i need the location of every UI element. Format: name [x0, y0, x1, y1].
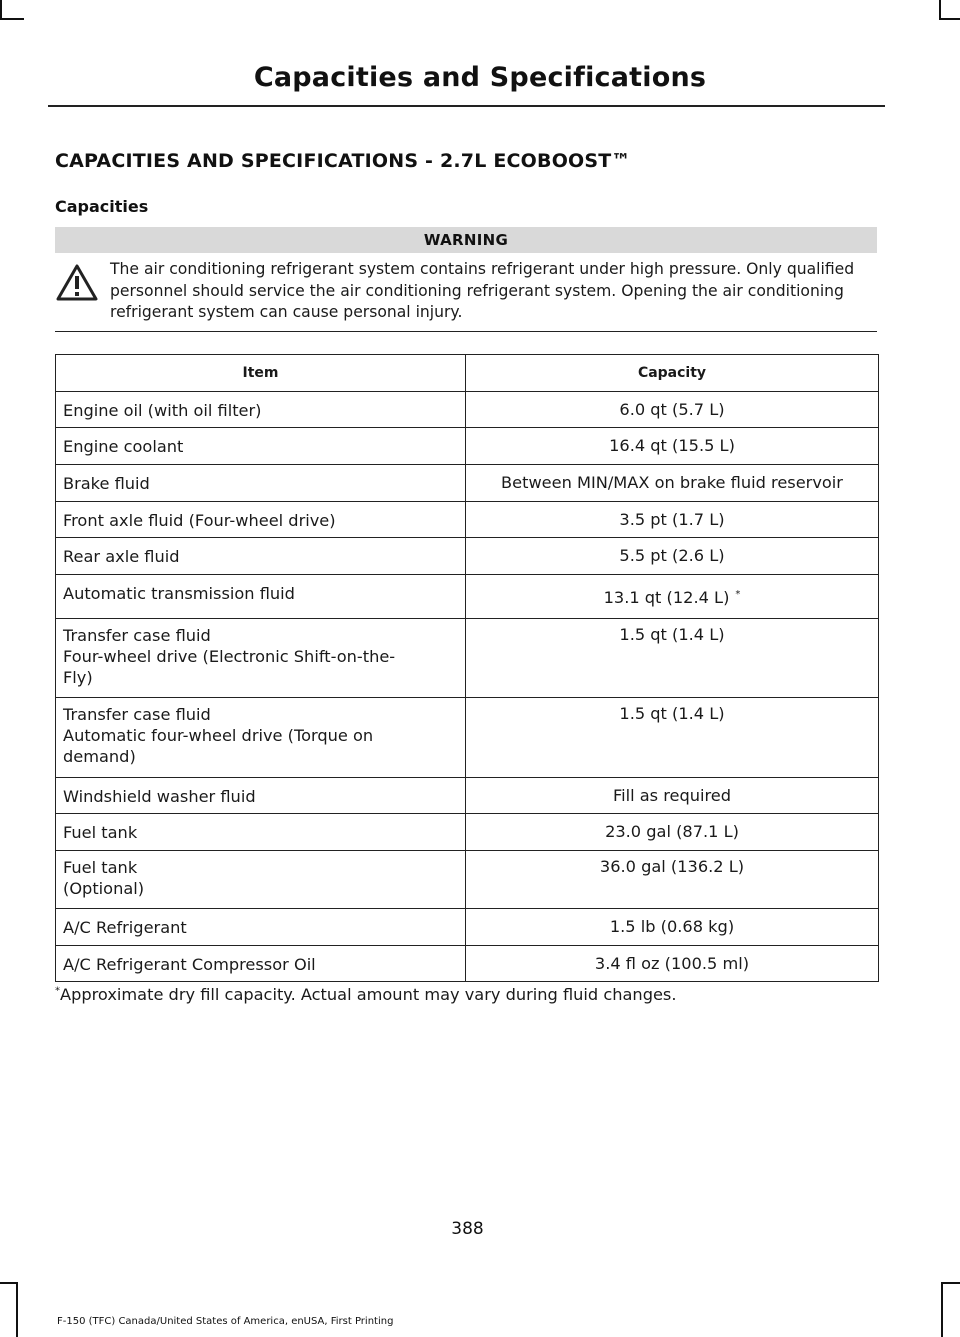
- cell-capacity: [466, 502, 879, 538]
- cell-capacity: [466, 428, 879, 465]
- capacity-text: 6.0 qt (5.7 L): [619, 400, 725, 419]
- crop-mark: [16, 1282, 18, 1337]
- cell-capacity: [466, 392, 879, 428]
- capacity-text: 3.4 fl oz (100.5 ml): [594, 954, 750, 973]
- crop-mark: [941, 1282, 960, 1284]
- cell-capacity: [466, 575, 879, 619]
- item-text: Brake fluid: [63, 474, 150, 493]
- item-text: Transfer case fluid: [63, 705, 211, 724]
- capacity-text: 3.5 pt (1.7 L): [619, 510, 725, 529]
- cell-item: [56, 575, 466, 619]
- item-text: Engine oil (with oil filter): [63, 401, 262, 420]
- table-row: [56, 946, 879, 982]
- item-text: (Optional): [63, 879, 145, 898]
- capacity-text: 1.5 qt (1.4 L): [619, 625, 725, 644]
- cell-capacity: [466, 909, 879, 946]
- item-text: demand): [63, 747, 136, 766]
- item-text: A/C Refrigerant Compressor Oil: [63, 955, 316, 974]
- item-text: Fuel tank: [63, 858, 138, 877]
- footnote-marker: *: [735, 588, 741, 600]
- footnote: [55, 985, 677, 1004]
- column-header-item: Item: [56, 355, 466, 392]
- cell-capacity: [466, 946, 879, 982]
- cell-item: [56, 698, 466, 778]
- item-text: A/C Refrigerant: [63, 918, 187, 937]
- crop-mark: [941, 1282, 943, 1337]
- cell-item: [56, 851, 466, 909]
- capacity-text: Between MIN/MAX on brake fluid reservoir: [501, 473, 843, 492]
- capacity-text: 1.5 qt (1.4 L): [619, 704, 725, 723]
- warning-text: The air conditioning refrigerant system contains refrigerant under high pressure. Only qualified personnel should service the air conditioning refrigerant system. Opening the air conditioning refrigerant system can cause personal injury.: [110, 260, 855, 321]
- table-row: [56, 619, 879, 698]
- cell-item: [56, 619, 466, 698]
- capacity-text: 36.0 gal (136.2 L): [599, 857, 745, 876]
- crop-mark: [0, 0, 2, 20]
- table-header-row: [56, 355, 879, 392]
- table-row: [56, 814, 879, 851]
- item-text: Transfer case fluid: [63, 626, 211, 645]
- capacity-text: 5.5 pt (2.6 L): [619, 546, 725, 565]
- table-row: [56, 909, 879, 946]
- item-text: Rear axle fluid: [63, 547, 180, 566]
- subheading: Capacities: [55, 197, 149, 216]
- warning-box: [55, 227, 877, 332]
- cell-item: [56, 392, 466, 428]
- cell-capacity: [466, 465, 879, 502]
- table-row: [56, 465, 879, 502]
- cell-item: [56, 909, 466, 946]
- item-text: Engine coolant: [63, 437, 184, 456]
- cell-item: [56, 814, 466, 851]
- cell-capacity: [466, 619, 879, 698]
- cell-capacity: [466, 851, 879, 909]
- table-body: [56, 392, 879, 982]
- table-row: [56, 778, 879, 814]
- crop-mark: [0, 1282, 18, 1284]
- page-number: 388: [451, 1219, 484, 1239]
- cell-capacity: [466, 778, 879, 814]
- capacities-table: [55, 354, 879, 982]
- table-row: [56, 392, 879, 428]
- cell-item: [56, 502, 466, 538]
- cell-item: [56, 428, 466, 465]
- table-row: [56, 502, 879, 538]
- capacity-text: 16.4 qt (15.5 L): [609, 436, 735, 455]
- item-text: Windshield washer fluid: [63, 787, 256, 806]
- column-header-capacity: Capacity: [466, 355, 879, 392]
- item-text: Front axle fluid (Four-wheel drive): [63, 511, 336, 530]
- crop-mark: [939, 18, 960, 20]
- footnote-text: Approximate dry fill capacity. Actual amount may vary during fluid changes.: [60, 985, 677, 1004]
- item-text: Fuel tank: [63, 823, 138, 842]
- cell-item: [56, 946, 466, 982]
- item-text: Fly): [63, 668, 93, 687]
- warning-triangle-icon: [55, 263, 99, 303]
- cell-item: [56, 778, 466, 814]
- cell-capacity: [466, 698, 879, 778]
- table-row: [56, 538, 879, 575]
- table-row: [56, 428, 879, 465]
- page-header-title: Capacities and Specifications: [253, 62, 707, 93]
- header-rule: [48, 105, 885, 107]
- table-row: [56, 575, 879, 619]
- warning-label: WARNING: [55, 227, 877, 253]
- warning-body: [55, 253, 877, 332]
- section-title: CAPACITIES AND SPECIFICATIONS - 2.7L ECOBOOST™: [55, 150, 631, 172]
- table-row: [56, 851, 879, 909]
- cell-item: [56, 465, 466, 502]
- crop-mark: [939, 0, 941, 20]
- capacity-text: 13.1 qt (12.4 L): [603, 588, 730, 607]
- cell-capacity: [466, 814, 879, 851]
- item-text: Automatic four-wheel drive (Torque on: [63, 726, 374, 745]
- crop-mark: [0, 18, 24, 20]
- capacity-text: 1.5 lb (0.68 kg): [609, 917, 735, 936]
- capacity-text: 23.0 gal (87.1 L): [605, 822, 739, 841]
- cell-item: [56, 538, 466, 575]
- cell-capacity: [466, 538, 879, 575]
- item-text: Four-wheel drive (Electronic Shift-on-the-: [63, 647, 396, 666]
- item-text: Automatic transmission fluid: [63, 584, 295, 603]
- capacity-text: Fill as required: [612, 786, 732, 805]
- footnote-marker: *: [55, 985, 60, 997]
- table-row: [56, 698, 879, 778]
- footer-text: F-150 (TFC) Canada/United States of America, enUSA, First Printing: [57, 1316, 394, 1327]
